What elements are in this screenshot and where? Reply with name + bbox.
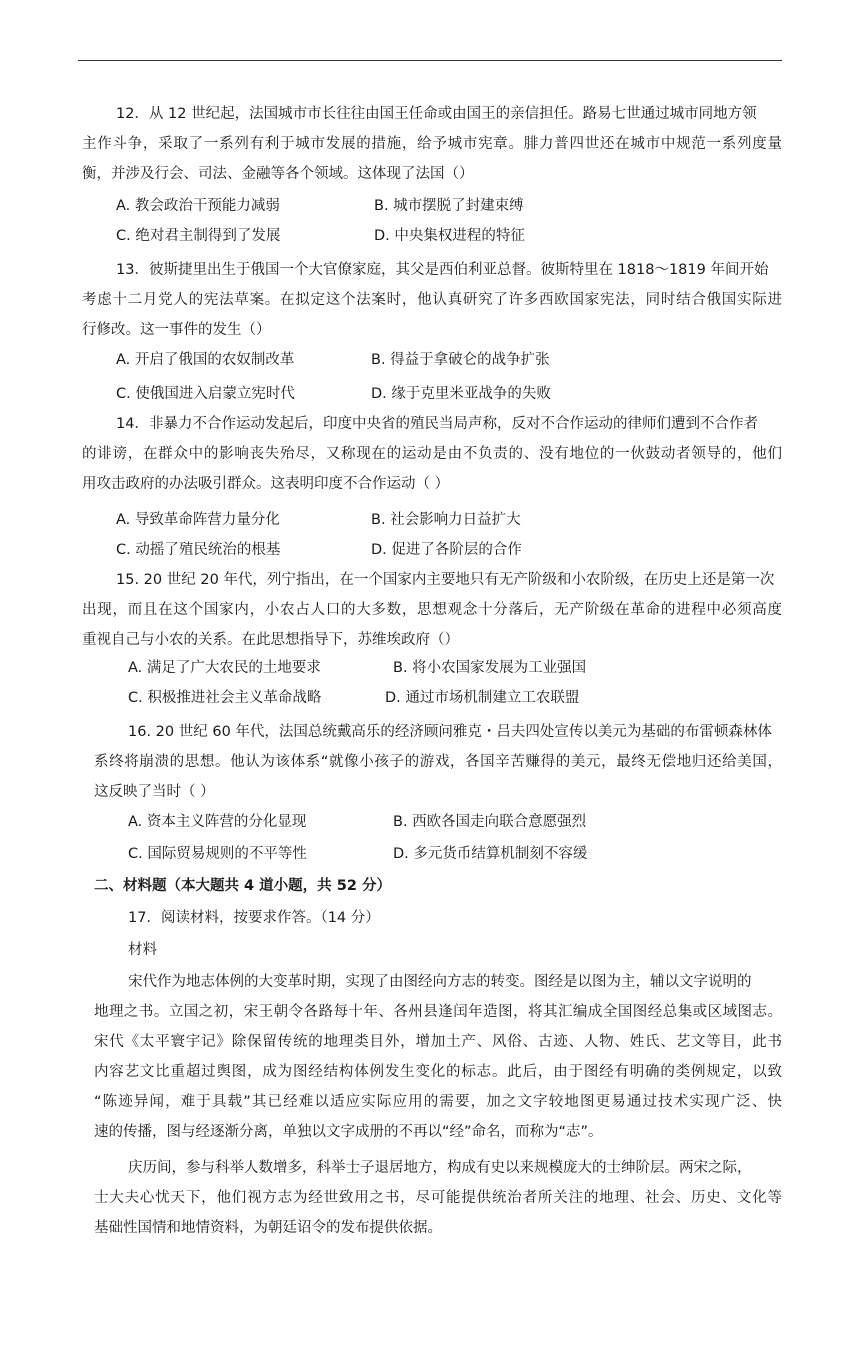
q14-stem-line-2: 的诽谤，在群众中的影响丧失殆尽，又称现在的运动是由不负责的、没有地位的一伙鼓动者领导的，他们 <box>82 446 782 462</box>
q17-para1-line-5: “陈迹异闻，难于具载”其已经难以适应实际应用的需要，加之文字较地图更易通过技术实现广泛、快 <box>94 1094 782 1110</box>
q17-para1-line-1: 宋代作为地志体例的大变革时期，实现了由图经向方志的转变。图经是以图为主，辅以文字说明的 <box>128 974 752 990</box>
q12-option-c[interactable]: C. 绝对君主制得到了发展 <box>116 228 281 244</box>
q17-para1-line-2: 地理之书。立国之初，宋王朝令各路每十年、各州县逢闰年造图，将其汇编成全国图经总集或区域图志。 <box>94 1004 782 1020</box>
q13-option-a[interactable]: A. 开启了俄国的农奴制改革 <box>116 352 295 368</box>
q12-option-b[interactable]: B. 城市摆脱了封建束缚 <box>374 198 524 214</box>
q14-option-d[interactable]: D. 促进了各阶层的合作 <box>371 542 522 558</box>
q15-option-c[interactable]: C. 积极推进社会主义革命战略 <box>128 690 322 706</box>
q16-option-d[interactable]: D. 多元货币结算机制刻不容缓 <box>393 846 588 862</box>
q15-stem-line-3: 重视自己与小农的关系。在此思想指导下，苏维埃政府（） <box>82 632 459 648</box>
q16-option-a[interactable]: A. 资本主义阵营的分化显现 <box>128 814 307 830</box>
q16-option-c[interactable]: C. 国际贸易规则的不平等性 <box>128 846 307 862</box>
q14-option-b[interactable]: B. 社会影响力日益扩大 <box>371 512 521 528</box>
q12-stem-line-1: 12．从 12 世纪起，法国城市市长往往由国王任命或由国王的亲信担任。路易七世通过城市同地方领 <box>116 106 757 122</box>
q13-option-b[interactable]: B. 得益于拿破仑的战争扩张 <box>371 352 550 368</box>
q14-option-c[interactable]: C. 动摇了殖民统治的根基 <box>116 542 281 558</box>
q16-stem-line-3: 这反映了当时（ ） <box>94 784 215 800</box>
q17-title: 17．阅读材料，按要求作答。（14 分） <box>128 910 380 926</box>
q17-material-label: 材料 <box>128 942 157 958</box>
q15-option-d[interactable]: D. 通过市场机制建立工农联盟 <box>385 690 580 706</box>
q16-stem-line-1: 16. 20 世纪 60 年代，法国总统戴高乐的经济顾问雅克・吕夫四处宣传以美元为基础的布雷顿森林体 <box>128 724 772 740</box>
q14-stem-line-1: 14．非暴力不合作运动发起后，印度中央省的殖民当局声称，反对不合作运动的律师们遭到不合作者 <box>116 416 758 432</box>
q15-option-a[interactable]: A. 满足了广大农民的土地要求 <box>128 660 321 676</box>
q15-stem-line-1: 15. 20 世纪 20 年代，列宁指出，在一个国家内主要地只有无产阶级和小农阶级，在历史上还是第一次 <box>116 572 775 588</box>
q12-option-a[interactable]: A. 教会政治干预能力减弱 <box>116 198 280 214</box>
q13-stem-line-3: 行修改。这一事件的发生（） <box>82 322 271 338</box>
q16-stem-line-2: 系终将崩溃的思想。他认为该体系“就像小孩子的游戏，各国辛苦赚得的美元，最终无偿地归还给美国， <box>94 754 782 770</box>
q15-stem-line-2: 出现，而且在这个国家内，小农占人口的大多数，思想观念十分落后，无产阶级在革命的进程中必须高度 <box>82 602 782 618</box>
q14-option-a[interactable]: A. 导致革命阵营力量分化 <box>116 512 280 528</box>
q15-option-b[interactable]: B. 将小农国家发展为工业强国 <box>393 660 587 676</box>
q17-para1-line-3: 宋代《太平寰宇记》除保留传统的地理类目外，增加土产、风俗、古迹、人物、姓氏、艺文等目，此书 <box>94 1034 782 1050</box>
q17-para2-line-1: 庆历间，参与科举人数增多，科举士子退居地方，构成有史以来规模庞大的士绅阶层。两宋之际， <box>128 1160 752 1176</box>
q17-para1-line-6: 速的传播，图与经逐渐分离，单独以文字成册的不再以“经”命名，而称为“志”。 <box>94 1124 603 1140</box>
q13-option-d[interactable]: D. 缘于克里米亚战争的失败 <box>371 386 551 402</box>
q17-para1-line-4: 内容艺文比重超过舆图，成为图经结构体例发生变化的标志。此后，由于图经有明确的类例规定，以致 <box>94 1064 782 1080</box>
q13-option-c[interactable]: C. 使俄国进入启蒙立宪时代 <box>116 386 295 402</box>
q17-para2-line-2: 士大夫心忧天下，他们视方志为经世致用之书，尽可能提供统治者所关注的地理、社会、历史、文化等 <box>94 1190 782 1206</box>
header-rule <box>78 60 782 61</box>
section-2-heading: 二、材料题（本大题共 4 道小题，共 52 分） <box>94 878 391 894</box>
q13-stem-line-1: 13．彼斯捷里出生于俄国一个大官僚家庭，其父是西伯利亚总督。彼斯特里在 1818～1819 年间开始 <box>116 262 769 278</box>
q12-stem-line-3: 衡，并涉及行会、司法、金融等各个领域。这体现了法国（） <box>82 166 474 182</box>
q17-para2-line-3: 基础性国情和地情资料，为朝廷诏令的发布提供依据。 <box>94 1220 442 1236</box>
q12-option-d[interactable]: D. 中央集权进程的特征 <box>374 228 525 244</box>
q13-stem-line-2: 考虑十二月党人的宪法草案。在拟定这个法案时，他认真研究了许多西欧国家宪法，同时结合俄国实际进 <box>82 292 782 308</box>
q16-option-b[interactable]: B. 西欧各国走向联合意愿强烈 <box>393 814 587 830</box>
q12-stem-line-2: 主作斗争，采取了一系列有利于城市发展的措施，给予城市宪章。腓力普四世还在城市中规范一系列度量 <box>82 136 782 152</box>
q14-stem-line-3: 用攻击政府的办法吸引群众。这表明印度不合作运动（ ） <box>82 476 450 492</box>
